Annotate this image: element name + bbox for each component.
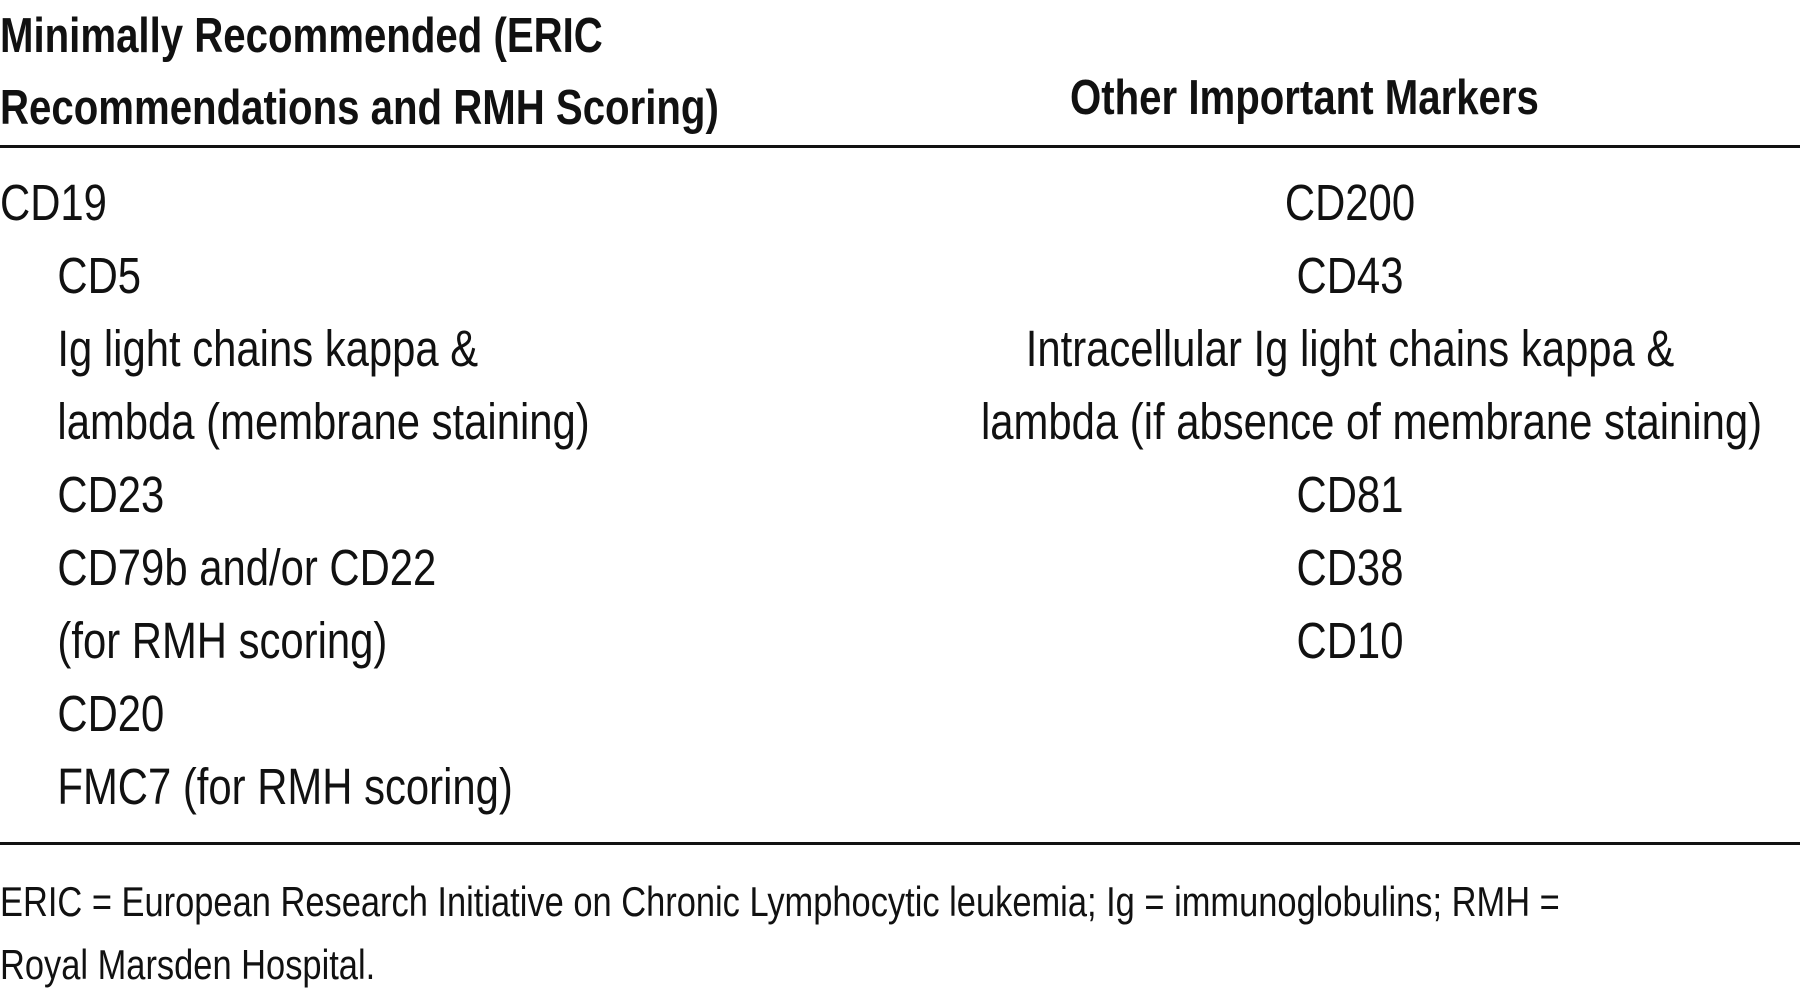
table-top-rule <box>0 145 1800 148</box>
left-row-ig-light-chains: Ig light chains kappa & <box>57 320 479 377</box>
left-row-cd79b-cd22: CD79b and/or CD22 <box>57 539 437 596</box>
left-row-cd23: CD23 <box>57 466 165 523</box>
left-row-cd5: CD5 <box>57 247 142 304</box>
right-row-cd10: CD10 <box>1296 612 1404 669</box>
left-row-cd19: CD19 <box>0 174 107 231</box>
table-bottom-rule <box>0 842 1800 845</box>
left-row-ig-light-chains-cont: lambda (membrane staining) <box>57 393 590 450</box>
header-other-important-markers: Other Important Markers <box>1070 71 1539 125</box>
right-row-intracellular-ig-cont: lambda (if absence of membrane staining) <box>981 393 1763 450</box>
right-row-cd38: CD38 <box>1296 539 1404 596</box>
left-row-cd20: CD20 <box>57 685 165 742</box>
left-row-cd79b-cd22-cont: (for RMH scoring) <box>57 612 388 669</box>
table-footnote <box>0 870 1560 996</box>
right-row-intracellular-ig: Intracellular Ig light chains kappa & <box>1025 320 1675 377</box>
header-left-line-1: Minimally Recommended (ERIC <box>0 9 603 63</box>
left-row-fmc7: FMC7 (for RMH scoring) <box>57 758 513 815</box>
right-row-cd43: CD43 <box>1296 247 1404 304</box>
right-row-cd81: CD81 <box>1296 466 1404 523</box>
footnote-line-1: ERIC = European Research Initiative on Chronic Lymphocytic leukemia; Ig = immunoglobulins; RMH = <box>0 878 1560 925</box>
footnote-line-2: Royal Marsden Hospital. <box>0 941 376 988</box>
header-left-line-2: Recommendations and RMH Scoring) <box>0 81 719 135</box>
column-minimally-recommended <box>0 166 590 823</box>
right-row-cd200: CD200 <box>1284 174 1416 231</box>
header-minimally-recommended <box>0 0 719 144</box>
column-other-important-markers <box>900 166 1800 677</box>
